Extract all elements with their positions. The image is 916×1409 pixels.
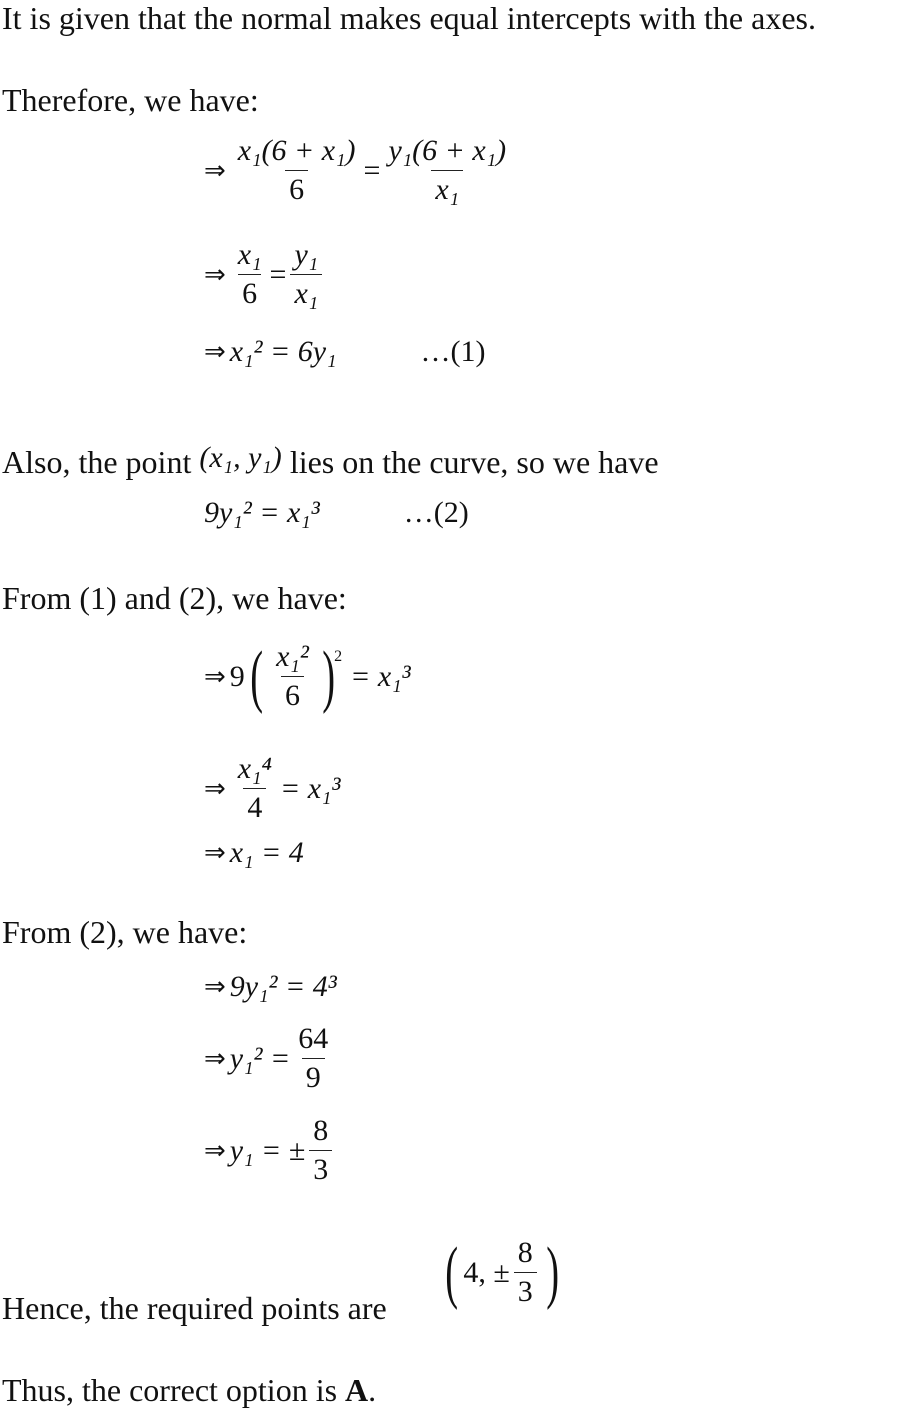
equation-8 bbox=[204, 970, 337, 1004]
numerator: x₁(6 + x₁) bbox=[237, 134, 356, 167]
equals: = bbox=[363, 153, 381, 187]
exponent: 2 bbox=[334, 648, 343, 665]
left-paren: ( bbox=[445, 1233, 459, 1311]
fraction bbox=[384, 134, 510, 207]
fraction bbox=[272, 640, 313, 713]
right-paren: ) bbox=[322, 637, 335, 715]
denominator: x₁ bbox=[290, 274, 322, 311]
numerator: x₁² bbox=[276, 640, 309, 673]
equation-lhs: y₁² = bbox=[229, 1041, 291, 1075]
fraction bbox=[234, 752, 276, 825]
required-points-line: Hence, the required points are bbox=[2, 1290, 387, 1326]
equation-text: 9y₁² = x₁³ bbox=[204, 496, 320, 529]
equation-6 bbox=[204, 752, 340, 825]
denominator: 3 bbox=[514, 1272, 537, 1309]
conclusion-line bbox=[2, 1372, 376, 1408]
denominator: 3 bbox=[309, 1150, 332, 1187]
point-on-curve-line bbox=[2, 440, 659, 480]
equation-10 bbox=[204, 1114, 336, 1187]
equation-1 bbox=[204, 134, 514, 207]
implies-arrow: ⇒ bbox=[204, 972, 226, 1002]
denominator: 6 bbox=[238, 274, 261, 311]
implies-arrow: ⇒ bbox=[204, 838, 226, 868]
numerator: x₁⁴ bbox=[237, 752, 272, 785]
from-2-line: From (2), we have: bbox=[2, 914, 248, 950]
equation-text: 9y₁² = 4³ bbox=[229, 970, 337, 1003]
right-paren: ) bbox=[546, 1233, 559, 1311]
answer-tuple bbox=[440, 1233, 564, 1311]
implies-arrow: ⇒ bbox=[204, 773, 226, 804]
numerator: 64 bbox=[298, 1022, 329, 1055]
numerator: y₁ bbox=[294, 238, 319, 271]
denominator: 6 bbox=[285, 170, 308, 207]
equation-ref: …(1) bbox=[420, 335, 486, 368]
equation-2 bbox=[204, 238, 326, 311]
text: lies on the curve, so we have bbox=[281, 444, 659, 480]
denominator: 6 bbox=[281, 676, 304, 713]
numerator: y₁(6 + x₁) bbox=[388, 134, 507, 167]
numerator: x₁ bbox=[237, 238, 262, 271]
implies-arrow: ⇒ bbox=[204, 337, 226, 367]
text: Thus, the correct option is bbox=[2, 1372, 346, 1408]
fraction bbox=[234, 134, 360, 207]
text: . bbox=[368, 1372, 377, 1408]
left-paren: ( bbox=[250, 637, 263, 715]
denominator: x₁ bbox=[431, 170, 463, 207]
fraction bbox=[309, 1114, 332, 1187]
denominator: 4 bbox=[243, 788, 266, 825]
fraction bbox=[234, 238, 266, 311]
equation-rhs: = x₁³ bbox=[279, 771, 341, 805]
numerator: 8 bbox=[517, 1236, 533, 1269]
answer-option: A bbox=[345, 1372, 369, 1408]
fraction bbox=[294, 1022, 332, 1095]
equation-5 bbox=[204, 637, 411, 715]
therefore-line: Therefore, we have: bbox=[2, 82, 259, 118]
coefficient: 9 bbox=[229, 659, 245, 693]
implies-arrow: ⇒ bbox=[204, 661, 226, 692]
equation-rhs: = x₁³ bbox=[350, 659, 411, 693]
fraction bbox=[290, 238, 322, 311]
equation-9 bbox=[204, 1022, 336, 1095]
from-1-and-2-line: From (1) and (2), we have: bbox=[2, 580, 347, 616]
implies-arrow: ⇒ bbox=[204, 259, 226, 290]
implies-arrow: ⇒ bbox=[204, 1135, 226, 1166]
equals: = bbox=[269, 257, 287, 291]
implies-arrow: ⇒ bbox=[204, 155, 226, 186]
point-tuple: (x₁, y₁) bbox=[199, 441, 282, 474]
equation-text: x₁ = 4 bbox=[229, 836, 304, 869]
numerator: 8 bbox=[313, 1114, 329, 1147]
tuple-prefix: 4, ± bbox=[463, 1255, 510, 1289]
equation-3 bbox=[204, 335, 486, 369]
denominator: 9 bbox=[302, 1058, 325, 1095]
fraction bbox=[514, 1236, 537, 1309]
equation-ref: …(2) bbox=[403, 496, 469, 529]
text: Also, the point bbox=[2, 444, 200, 480]
statement-line: It is given that the normal makes equal intercepts with the axes. bbox=[2, 0, 816, 36]
equation-7 bbox=[204, 836, 304, 870]
equation-4 bbox=[204, 496, 469, 530]
equation-text: x₁² = 6y₁ bbox=[229, 335, 337, 368]
equation-lhs: y₁ = ± bbox=[229, 1133, 306, 1167]
implies-arrow: ⇒ bbox=[204, 1043, 226, 1074]
